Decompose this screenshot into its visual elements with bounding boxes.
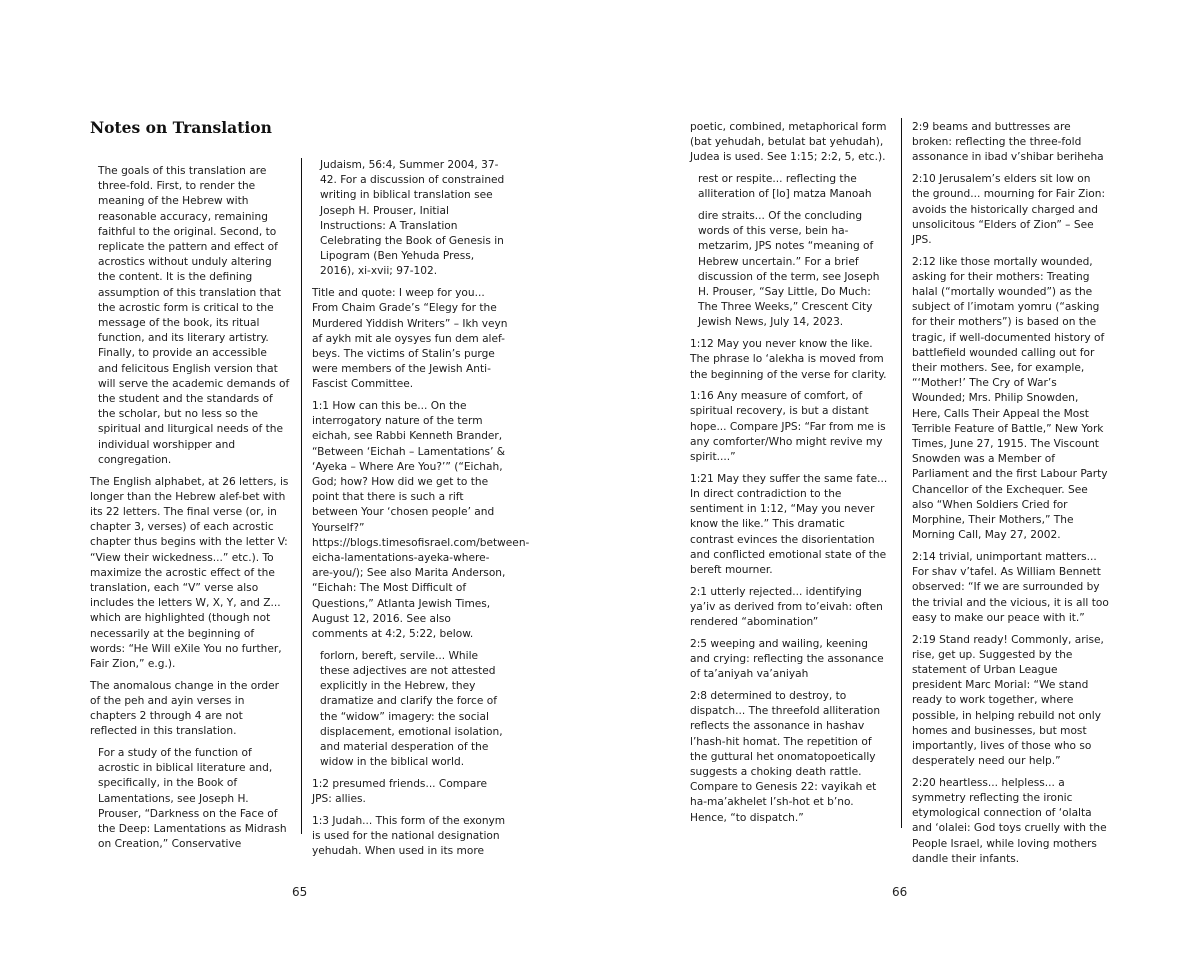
note-1-21: 1:21 May they suffer the same fate... In direct contradiction to the sentiment in 1:12, “May you never know the like.” This dramatic contrast evinces the disorientation and conflicted emotional state of the bereft mourner.	[690, 472, 888, 576]
column-divider	[301, 158, 302, 834]
acrostic-study-note: For a study of the function of acrostic in biblical literature and, specifically, in the Book of Lamentations, see Joseph H. Prouser, “Darkness on the Face of the Deep: Lamentations as Midrash on Creation,” Conservative	[98, 747, 287, 851]
note-1-12: 1:12 May you never know the like. The phrase lo ‘alekha is moved from the beginning of the verse for clarity.	[690, 338, 887, 381]
note-2-5: 2:5 weeping and wailing, keening and crying: reflecting the assonance of ta’aniyah va’aniyah	[690, 637, 884, 681]
note-1-1: 1:1 How can this be... On the interrogatory nature of the term eichah, see Rabbi Kenneth Brander, “Between ‘Eichah – Lamentations’ & ‘Ayeka – Where Are You?’” (“Eichah, God; how? How did we get to the point that there is such a rift between Your ‘chosen people’ and Yourself?” https://blogs.timesofisrael.com/between-eicha-lamentations-ayeka-where-are-you/); See also Marita Anderson, “Eichah: The Most Difficult of Questions,” Atlanta Jewish Times, August 12, 2016. See also comments at 4:2, 5:22, below.	[312, 400, 530, 641]
note-judaism-continuation: Judaism, 56:4, Summer 2004, 37-42. For a discussion of constrained writing in biblical translation see Joseph H. Prouser, Initial Instructions: A Translation Celebrating the Book of Genesis in Lipogram (Ben Yehuda Press, 2016), xi-xvii; 97-102.	[320, 159, 505, 278]
intro-paragraph: The goals of this translation are three-fold. First, to render the meaning of the Hebrew with reasonable accuracy, remaining faithful to the original. Second, to replicate the pattern and effect of acrostics without unduly altering the content. It is the defining assumption of this translation that the acrostic form is critical to the message of the book, its ritual function, and its literary artistry. Finally, to provide an accessible and felicitous English version that will serve the academic demands of the student and the standards of the scholar, but no less so the spiritual and liturgical needs of the individual worshipper and congregation.	[98, 165, 290, 466]
note-2-1: 2:1 utterly rejected... identifying ya’iv as derived from to’eivah: often rendered “abomination”	[690, 585, 883, 629]
left-page-column-2	[312, 158, 530, 866]
page-heading: Notes on Translation	[90, 118, 272, 137]
note-rest-respite: rest or respite... reflecting the alliteration of [lo] matza Manoah	[698, 173, 872, 201]
note-dire-straits: dire straits... Of the concluding words of this verse, bein ha-metzarim, JPS notes “meaning of Hebrew uncertain.” For a brief discussion of the term, see Joseph H. Prouser, “Say Little, Do Much: The Three Weeks,” Crescent City Jewish News, July 14, 2023.	[698, 210, 880, 329]
note-title-quote: Title and quote: I weep for you... From Chaim Grade’s “Elegy for the Murdered Yiddish Writers” – Ikh veyn af aykh mit ale oysyes fun dem alef-beys. The victims of Stalin’s purge were members of the Jewish Anti-Fascist Committee.	[312, 287, 508, 391]
note-poetic-form: poetic, combined, metaphorical form (bat yehudah, betulat bat yehudah), Judea is used. See 1:15; 2:2, 5, etc.).	[690, 121, 887, 164]
note-2-14: 2:14 trivial, unimportant matters... For shav v’tafel. As William Bennett observed: “If we are surrounded by the trivial and the vicious, it is all too easy to make our peace with it.”	[912, 550, 1109, 624]
page-number-left: 65	[292, 885, 308, 899]
page-number-right: 66	[892, 885, 908, 899]
column-divider	[901, 118, 902, 828]
note-2-8: 2:8 determined to destroy, to dispatch... The threefold alliteration reflects the assonance in hashav l’hash-hit homat. The repetition of the guttural het onomatopoetically suggests a choking death rattle. Compare to Genesis 22: vayikah et ha-ma’akhelet l’sh-hot et b’no. Hence, “to dispatch.”	[690, 689, 881, 824]
note-forlorn: forlorn, bereft, servile... While these adjectives are not attested explicitly in the Hebrew, they dramatize and clarify the force of the “widow” imagery: the social displacement, emotional isolation, and material desperation of the widow in the biblical world.	[320, 649, 503, 769]
left-page-column-1	[90, 164, 290, 859]
note-1-16: 1:16 Any measure of comfort, of spiritual recovery, is but a distant hope... Compare JPS: “Far from me is any comforter/Who might revive my spirit....”	[690, 390, 886, 464]
note-2-10: 2:10 Jerusalem’s elders sit low on the ground... mourning for Fair Zion: avoids the historically charged and unsolicitous “Elders of Zion” – See JPS.	[912, 173, 1106, 246]
right-page-column-1	[690, 120, 888, 832]
alphabet-paragraph: The English alphabet, at 26 letters, is longer than the Hebrew alef-bet with its 22 letters. The final verse (or, in chapter 3, verses) of each acrostic chapter thus begins with the letter V: “View their wickedness...” etc.). To maximize the acrostic effect of the translation, each “V” verse also includes the letters W, X, Y, and Z... which are highlighted (though not necessarily at the beginning of words: “He Will eXile You no further, Fair Zion,” e.g.).	[90, 475, 289, 670]
note-1-3: 1:3 Judah... This form of the exonym is used for the national designation yehudah. When used in its more	[312, 814, 506, 858]
note-2-20: 2:20 heartless... helpless... a symmetry reflecting the ironic etymological connection of ‘olalta and ‘olalei: God toys cruelly with the People Israel, while loving mothers dandle their infants.	[912, 776, 1107, 865]
note-2-19: 2:19 Stand ready! Commonly, arise, rise, get up. Suggested by the statement of Urban League president Marc Morial: “We stand ready to work together, where possible, in helping rebuild not only homes and businesses, but most importantly, lives of those who so desperately need our help.”	[912, 633, 1104, 768]
note-2-12: 2:12 like those mortally wounded, asking for their mothers: Treating halal (“mortally wounded”) as the subject of l’imotam yomru (“asking for their mothers”) is based on the tragic, if well-documented history of battlefield wounded calling out for their mothers. See, for example, “‘Mother!’ The Cry of War’s Wounded; Mrs. Philip Snowden, Here, Calls Their Appeal the Most Terrible Feature of Battle,” New York Times, June 27, 1915. The Viscount Snowden was a Member of Parliament and the first Labour Party Chancellor of the Exchequer. See also “When Soldiers Cried for Morphine, Their Mothers,” The Morning Call, May 27, 2002.	[912, 255, 1108, 542]
right-page-column-2	[912, 120, 1110, 874]
note-1-2: 1:2 presumed friends... Compare JPS: allies.	[312, 777, 487, 806]
order-paragraph: The anomalous change in the order of the peh and ayin verses in chapters 2 through 4 are not reflected in this translation.	[90, 679, 279, 738]
note-2-9: 2:9 beams and buttresses are broken: reflecting the three-fold assonance in ibad v’shibar beriheha	[912, 121, 1104, 164]
